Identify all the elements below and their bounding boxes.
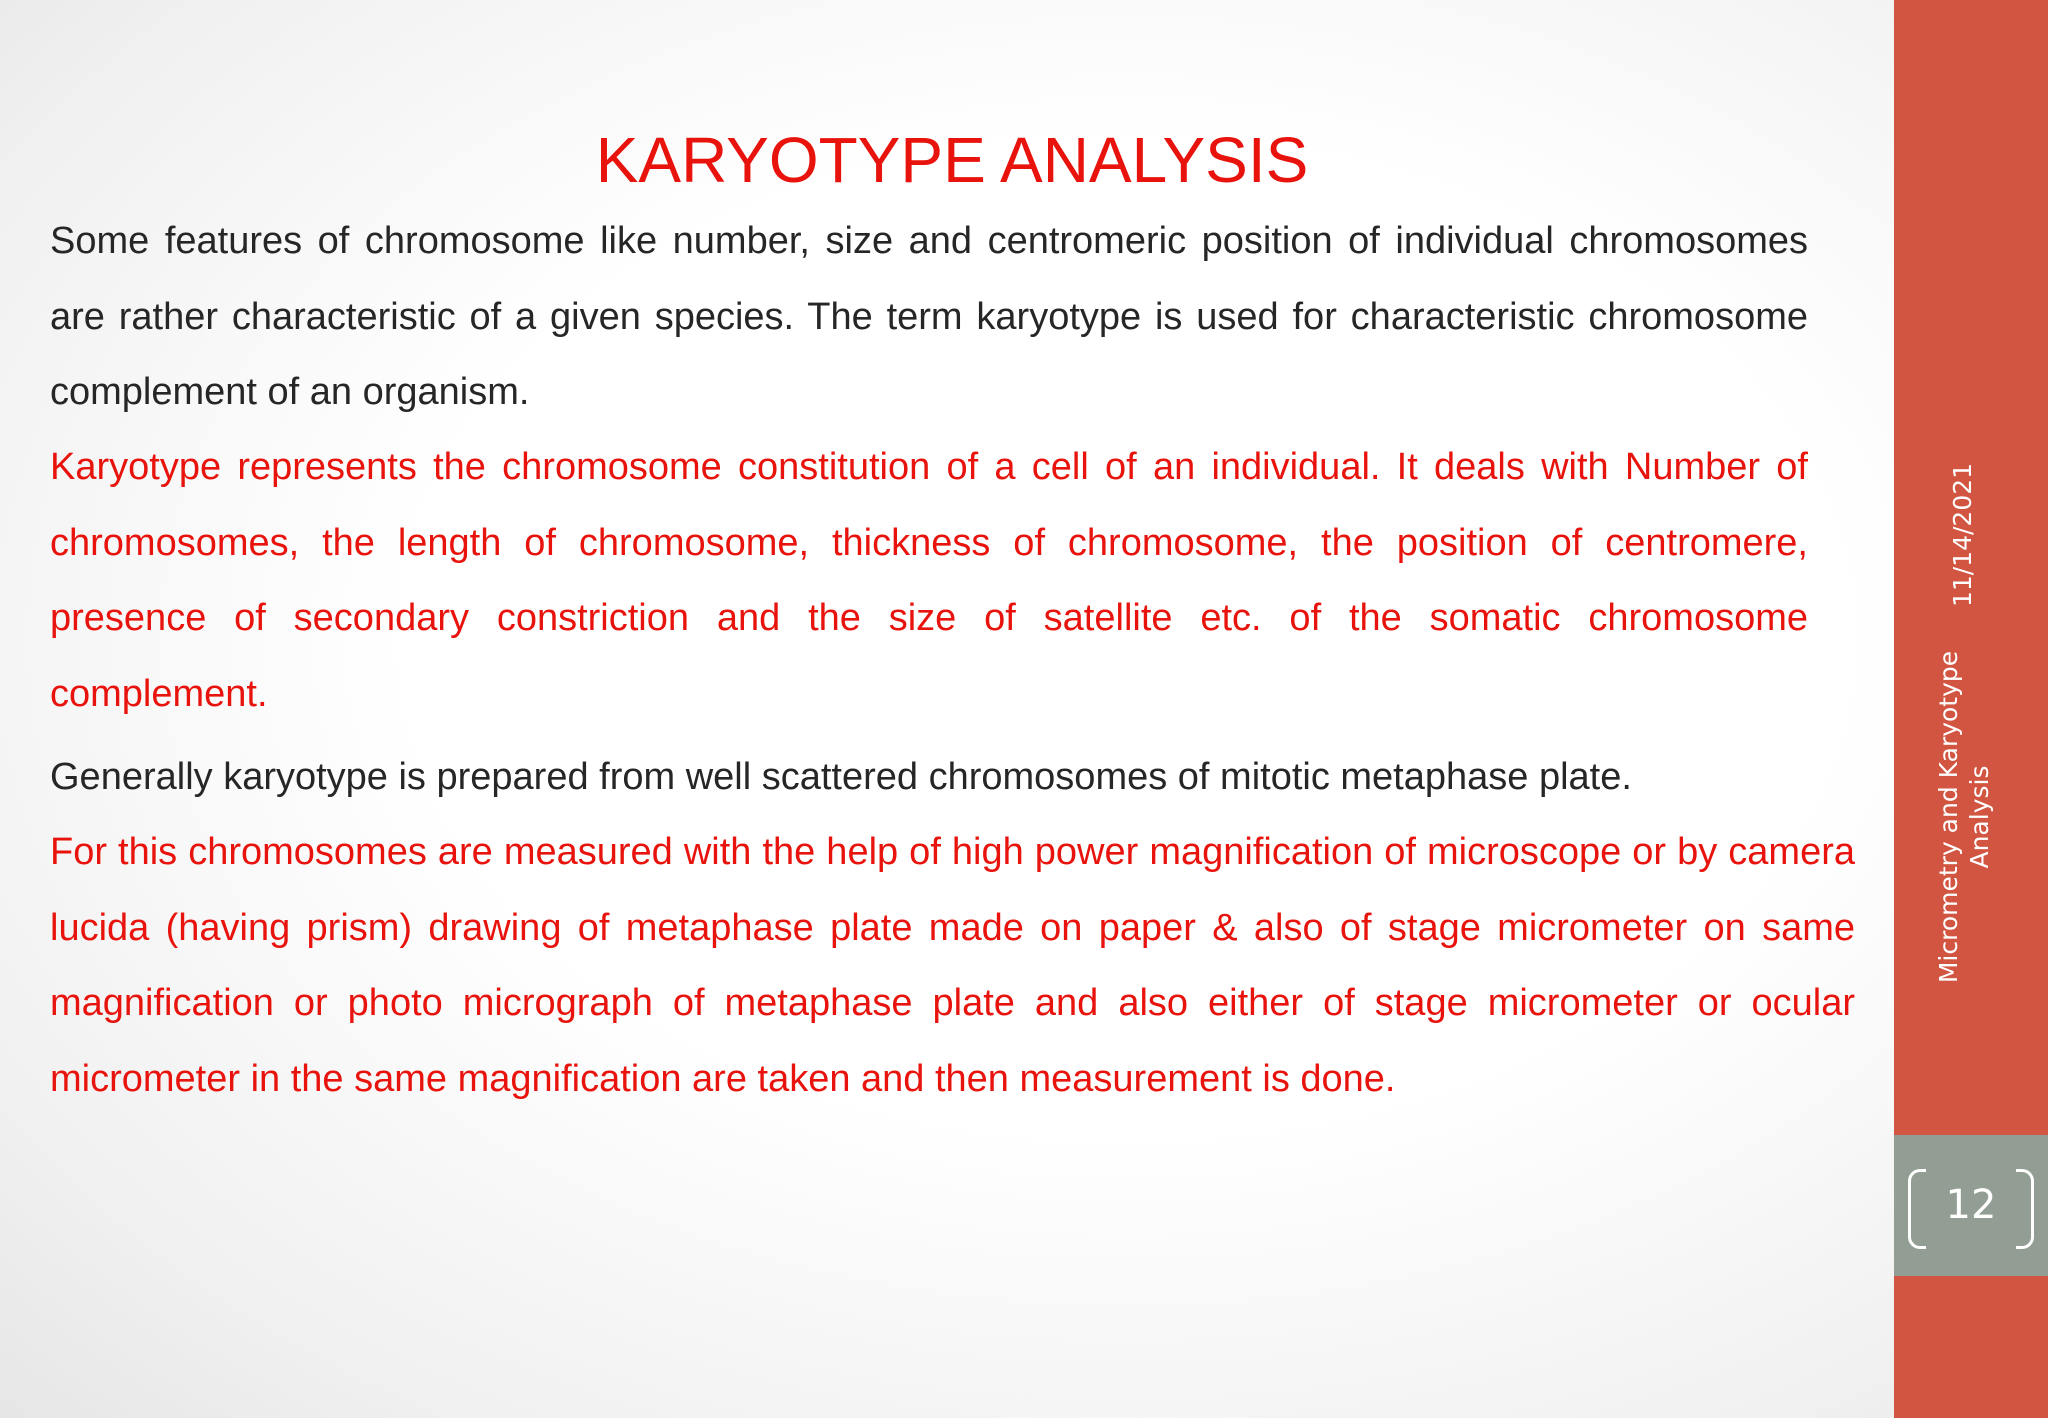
paragraph-karyotype-preparation: Generally karyotype is prepared from well scattered chromosomes of mitotic metaphase plate.	[50, 756, 1632, 798]
slide-date: 11/14/2021	[1948, 462, 1977, 608]
slide-title: KARYOTYPE ANALYSIS	[595, 124, 1309, 196]
paragraph-measurement-method: For this chromosomes are measured with the help of high power magnification of microscope or by camera lucida (having prism) drawing of metaphase plate made on paper & also of stage micrometer on same magnification or photo micrograph of metaphase plate and also either of stage micrometer or ocular micrometer in the same magnification are taken and then measurement is done.	[50, 831, 1855, 1100]
page-number-box	[1894, 1135, 2048, 1276]
paragraph-karyotype-features: Karyotype represents the chromosome constitution of a cell of an individual. It deals with Number of chromosomes, the length of chromosome, thickness of chromosome, the position of centromere, presence of secondary constriction and the size of satellite etc. of the somatic chromosome complement.	[50, 446, 1808, 715]
paragraph-karyotype-definition: Some features of chromosome like number, size and centromeric position of individual chromosomes are rather characteristic of a given species. The term karyotype is used for characteristic chromosome complement of an organism.	[50, 220, 1808, 413]
footer-title: Micrometry and Karyotype Analysis	[1934, 650, 1994, 984]
page-number: 12	[1945, 1182, 1997, 1228]
